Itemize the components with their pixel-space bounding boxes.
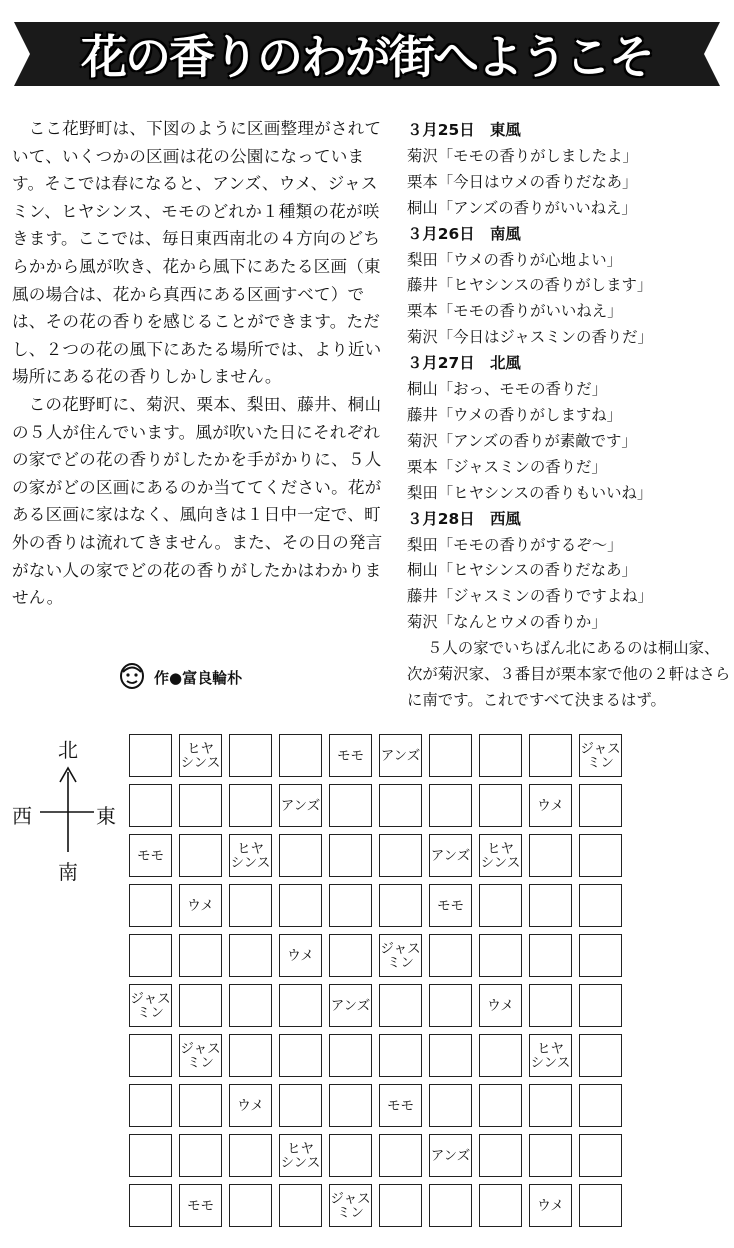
grid-cell — [479, 784, 522, 827]
grid-cell — [229, 1034, 272, 1077]
grid-cell — [129, 884, 172, 927]
grid-cell — [179, 1084, 222, 1127]
grid-cell — [379, 1184, 422, 1227]
grid-cell — [429, 1034, 472, 1077]
grid-cell: アンズ — [329, 984, 372, 1027]
grid-cell — [529, 934, 572, 977]
grid-cell — [579, 884, 622, 927]
grid-cell — [279, 984, 322, 1027]
grid-cell — [379, 1034, 422, 1077]
compass-north: 北 — [58, 738, 78, 762]
grid-cell — [129, 1034, 172, 1077]
statement: 菊沢「今日はジャスミンの香りだ」 — [407, 328, 653, 347]
statement: 栗本「モモの香りがいいねえ」 — [407, 302, 623, 321]
statement: 梨田「モモの香りがするぞ〜」 — [407, 535, 623, 554]
grid-cell — [179, 934, 222, 977]
grid-cell — [329, 1034, 372, 1077]
grid-cell: ヒヤ シンス — [279, 1134, 322, 1177]
grid-cell — [129, 1184, 172, 1227]
author-credit — [118, 662, 242, 692]
grid-cell — [279, 1034, 322, 1077]
grid-cell — [229, 1184, 272, 1227]
grid-cell — [329, 834, 372, 877]
grid-cell — [129, 1134, 172, 1177]
grid-cell — [229, 934, 272, 977]
title-banner — [14, 22, 720, 86]
grid-cell — [379, 984, 422, 1027]
grid-cell — [329, 1134, 372, 1177]
grid-cell — [129, 1084, 172, 1127]
statement: 藤井「ウメの香りがしますね」 — [407, 405, 623, 424]
grid-cell: モモ — [429, 884, 472, 927]
grid-cell: ジャス ミン — [179, 1034, 222, 1077]
grid-cell: ヒヤ シンス — [229, 834, 272, 877]
statement: 菊沢「アンズの香りが素敵です」 — [407, 431, 637, 450]
grid-cell — [579, 1034, 622, 1077]
grid-cell: ヒヤ シンス — [179, 734, 222, 777]
grid-cell — [429, 784, 472, 827]
grid-cell — [179, 784, 222, 827]
grid-cell: ウメ — [529, 1184, 572, 1227]
author-name: 作●富良輪朴 — [154, 668, 243, 687]
grid-cell: アンズ — [279, 784, 322, 827]
grid-cell — [529, 1134, 572, 1177]
grid-cell — [479, 1034, 522, 1077]
grid-cell — [429, 1084, 472, 1127]
grid-cell — [479, 1134, 522, 1177]
grid-cell: モモ — [129, 834, 172, 877]
day-heading: ３月26日 南風 — [407, 224, 521, 243]
statement: 菊沢「モモの香りがしましたよ」 — [407, 146, 638, 165]
grid-cell: ヒヤ シンス — [529, 1034, 572, 1077]
grid-cell — [229, 984, 272, 1027]
grid-cell: ウメ — [479, 984, 522, 1027]
compass-east: 東 — [96, 804, 116, 828]
grid-cell — [279, 834, 322, 877]
grid-cell — [329, 1084, 372, 1127]
grid-cell — [579, 1184, 622, 1227]
grid-cell: ウメ — [179, 884, 222, 927]
grid-cell — [379, 784, 422, 827]
grid-cell — [529, 734, 572, 777]
grid-cell: アンズ — [379, 734, 422, 777]
statement: 菊沢「なんとウメの香りか」 — [407, 613, 607, 632]
closing-hint: ５人の家でいちばん北にあるのは桐山家、次が菊沢家、３番目が栗本家で他の２軒はさらに南です。これですべて決まるはず。 — [407, 639, 731, 709]
grid-cell: モモ — [379, 1084, 422, 1127]
grid-cell — [279, 734, 322, 777]
statement: 栗本「今日はウメの香りだなあ」 — [407, 172, 638, 191]
day-heading: ３月27日 北風 — [407, 354, 521, 373]
grid-cell — [429, 734, 472, 777]
grid-cell — [429, 984, 472, 1027]
grid-cell — [129, 734, 172, 777]
grid-cell — [579, 1134, 622, 1177]
grid-cell — [429, 934, 472, 977]
grid-cell: ジャス ミン — [329, 1184, 372, 1227]
grid-cell: モモ — [179, 1184, 222, 1227]
grid-cell — [279, 884, 322, 927]
statement: 桐山「アンズの香りがいいねえ」 — [407, 198, 637, 217]
grid-cell — [379, 884, 422, 927]
page-title: 花の香りのわが街へようこそ — [81, 30, 653, 84]
grid-cell — [579, 784, 622, 827]
grid-cell — [529, 984, 572, 1027]
grid-cell — [179, 1134, 222, 1177]
wind-diary — [407, 118, 732, 714]
grid-cell — [579, 984, 622, 1027]
statement: 桐山「ヒヤシンスの香りだなあ」 — [407, 561, 637, 580]
grid-cell — [479, 884, 522, 927]
grid-cell — [529, 1084, 572, 1127]
grid-cell — [429, 1184, 472, 1227]
grid-cell — [379, 834, 422, 877]
compass-west: 西 — [12, 804, 32, 828]
statement: 桐山「おっ、モモの香りだ」 — [407, 380, 608, 399]
grid-cell — [579, 834, 622, 877]
grid-cell — [329, 784, 372, 827]
grid-cell: ウメ — [529, 784, 572, 827]
grid-cell — [179, 984, 222, 1027]
grid-cell — [579, 1084, 622, 1127]
grid-cell — [129, 784, 172, 827]
town-grid — [129, 734, 622, 1227]
grid-cell: アンズ — [429, 1134, 472, 1177]
statement: 梨田「ヒヤシンスの香りもいいね」 — [407, 483, 653, 502]
grid-cell — [229, 884, 272, 927]
day-heading: ３月28日 西風 — [407, 509, 521, 528]
grid-cell: ウメ — [229, 1084, 272, 1127]
grid-cell — [379, 1134, 422, 1177]
grid-cell — [479, 734, 522, 777]
intro-text — [12, 115, 390, 612]
grid-cell — [479, 1084, 522, 1127]
grid-cell — [329, 934, 372, 977]
compass-south: 南 — [58, 860, 78, 884]
statement: 梨田「ウメの香りが心地よい」 — [407, 250, 623, 269]
grid-cell: ジャス ミン — [129, 984, 172, 1027]
grid-cell — [529, 884, 572, 927]
grid-cell — [229, 734, 272, 777]
grid-cell — [229, 1134, 272, 1177]
grid-cell — [279, 1184, 322, 1227]
grid-cell — [129, 934, 172, 977]
grid-cell — [479, 934, 522, 977]
grid-cell — [479, 1184, 522, 1227]
grid-cell: ウメ — [279, 934, 322, 977]
grid-cell — [179, 834, 222, 877]
statement: 藤井「ジャスミンの香りですよね」 — [407, 587, 653, 606]
grid-cell — [229, 784, 272, 827]
grid-cell — [279, 1084, 322, 1127]
intro-paragraph-2: この花野町に、菊沢、栗本、梨田、藤井、桐山の５人が住んでいます。風が吹いた日にそれぞれの家でどの花の香りがしたかを手がかりに、５人の家がどの区画にあるのか当ててください。花がある区画に家はなく、風向きは１日中一定で、町外の香りは流れてきません。また、その日の発言がない人の家でどの花の香りがしたかはわかりません。 — [12, 394, 383, 608]
grid-cell: ヒヤ シンス — [479, 834, 522, 877]
grid-cell — [529, 834, 572, 877]
grid-cell: モモ — [329, 734, 372, 777]
grid-cell: ジャス ミン — [579, 734, 622, 777]
intro-paragraph-1: ここ花野町は、下図のように区画整理がされていて、いくつかの区画は花の公園になっています。そこでは春になると、アンズ、ウメ、ジャスミン、ヒヤシンス、モモのどれか１種類の花が咲きます。ここでは、毎日東西南北の４方向のどちらかから風が吹き、花から風下にあたる区画（東風の場合は、花から真西にある区画すべて）では、その花の香りを感じることができます。ただし、２つの花の風下にあたる場所では、より近い場所にある花の香りしかしません。 — [12, 119, 382, 387]
grid-cell: アンズ — [429, 834, 472, 877]
statement: 栗本「ジャスミンの香りだ」 — [407, 457, 607, 476]
statement: 藤井「ヒヤシンスの香りがします」 — [407, 276, 653, 295]
compass-rose — [8, 732, 120, 882]
face-icon — [118, 663, 146, 691]
grid-cell — [329, 884, 372, 927]
grid-cell — [579, 934, 622, 977]
day-heading: ３月25日 東風 — [407, 121, 521, 139]
grid-cell: ジャス ミン — [379, 934, 422, 977]
